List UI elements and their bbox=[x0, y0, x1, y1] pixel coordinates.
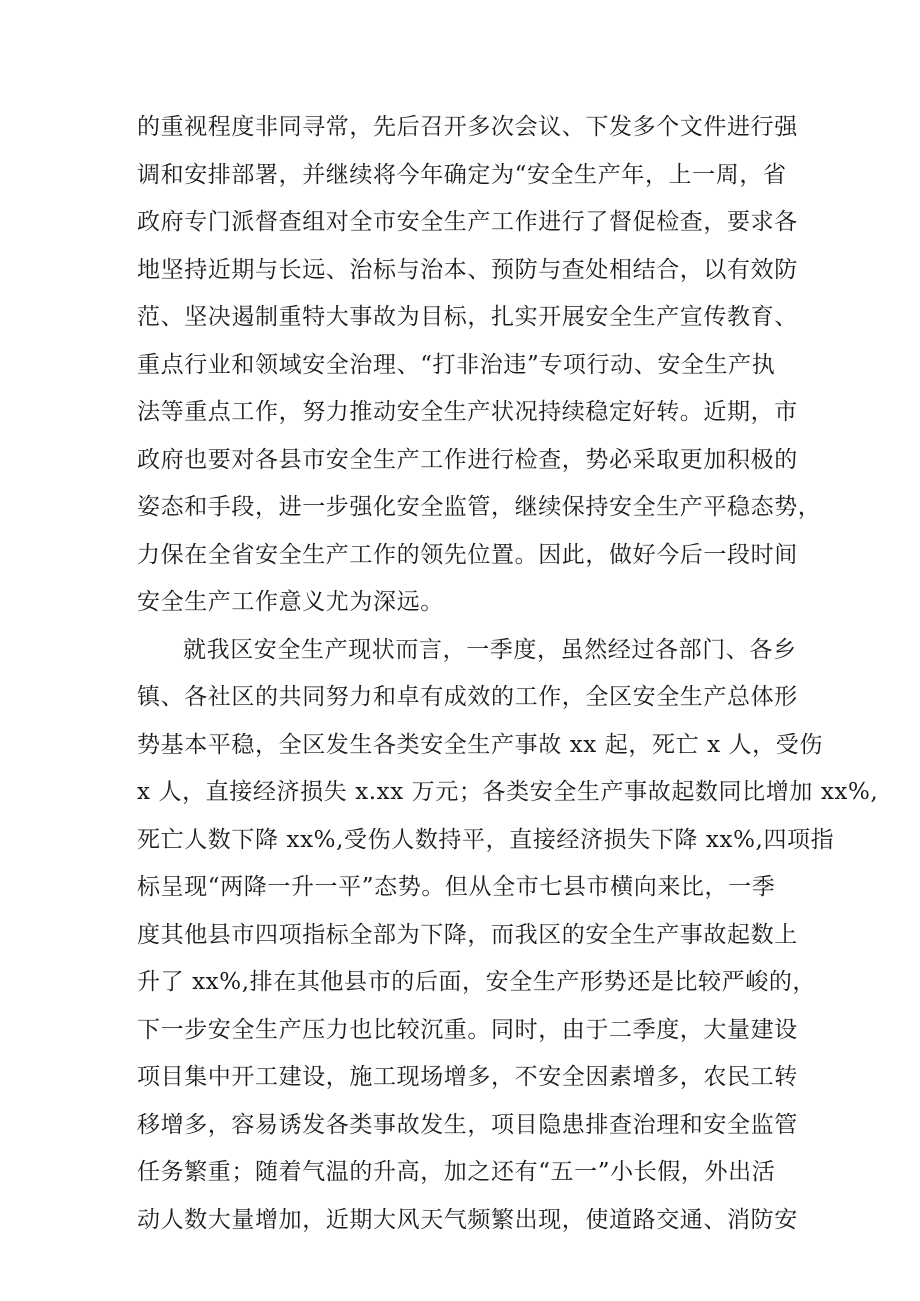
paragraph-line: 死亡人数下降 xx%,受伤人数持平，直接经济损失下降 xx%,四项指 bbox=[137, 826, 835, 853]
paragraph-line: 地坚持近期与长远、治标与治本、预防与查处相结合，以有效防 bbox=[137, 256, 798, 283]
document-body bbox=[137, 104, 879, 1244]
paragraph-line: 范、坚决遏制重特大事故为目标，扎实开展安全生产宣传教育、 bbox=[137, 304, 798, 330]
paragraph-line: 就我区安全生产现状而言，一季度，虽然经过各部门、各乡 bbox=[183, 636, 797, 663]
paragraph-line: 法等重点工作，努力推动安全生产状况持续稳定好转。近期，市 bbox=[137, 399, 798, 425]
paragraph-line: 下一步安全生产压力也比较沉重。同时，由于二季度，大量建设 bbox=[137, 1016, 798, 1043]
paragraph-line: 姿态和手段，进一步强化安全监管，继续保持安全生产平稳态势， bbox=[137, 494, 822, 520]
paragraph-line: 移增多，容易诱发各类事故发生，项目隐患排查治理和安全监管 bbox=[137, 1111, 798, 1138]
paragraph-2 bbox=[137, 627, 879, 1245]
paragraph-1 bbox=[137, 104, 822, 627]
paragraph-line: 重点行业和领域安全治理、“打非治违”专项行动、安全生产执 bbox=[137, 351, 776, 378]
paragraph-line: 标呈现“两降一升一平”态势。但从全市七县市横向来比，一季 bbox=[137, 874, 776, 900]
paragraph-line: 调和安排部署，并继续将今年确定为“安全生产年，上一周，省 bbox=[137, 161, 787, 188]
paragraph-line: 力保在全省安全生产工作的领先位置。因此，做好今后一段时间 bbox=[137, 541, 798, 568]
paragraph-line: 镇、各社区的共同努力和卓有成效的工作，全区安全生产总体形 bbox=[137, 684, 798, 710]
paragraph-line: 政府也要对各县市安全生产工作进行检查，势必采取更加积极的 bbox=[137, 446, 798, 473]
paragraph-line: 势基本平稳，全区发生各类安全生产事故 xx 起，死亡 x 人，受伤 bbox=[137, 731, 823, 758]
paragraph-line: 安全生产工作意义尤为深远。 bbox=[137, 589, 444, 615]
paragraph-line: x 人，直接经济损失 x.xx 万元；各类安全生产事故起数同比增加 xx%, bbox=[137, 779, 879, 805]
paragraph-line: 政府专门派督查组对全市安全生产工作进行了督促检查，要求各 bbox=[137, 209, 798, 235]
paragraph-line: 任务繁重；随着气温的升高，加之还有“五一”小长假，外出活 bbox=[137, 1159, 776, 1185]
paragraph-line: 度其他县市四项指标全部为下降，而我区的安全生产事故起数上 bbox=[137, 921, 798, 948]
paragraph-line: 的重视程度非同寻常，先后召开多次会议、下发多个文件进行强 bbox=[137, 114, 798, 140]
paragraph-line: 动人数大量增加，近期大风天气频繁出现，使道路交通、消防安 bbox=[137, 1206, 798, 1233]
paragraph-line: 升了 xx%,排在其他县市的后面，安全生产形势还是比较严峻的， bbox=[137, 969, 817, 995]
paragraph-line: 项目集中开工建设，施工现场增多，不安全因素增多，农民工转 bbox=[137, 1064, 798, 1090]
